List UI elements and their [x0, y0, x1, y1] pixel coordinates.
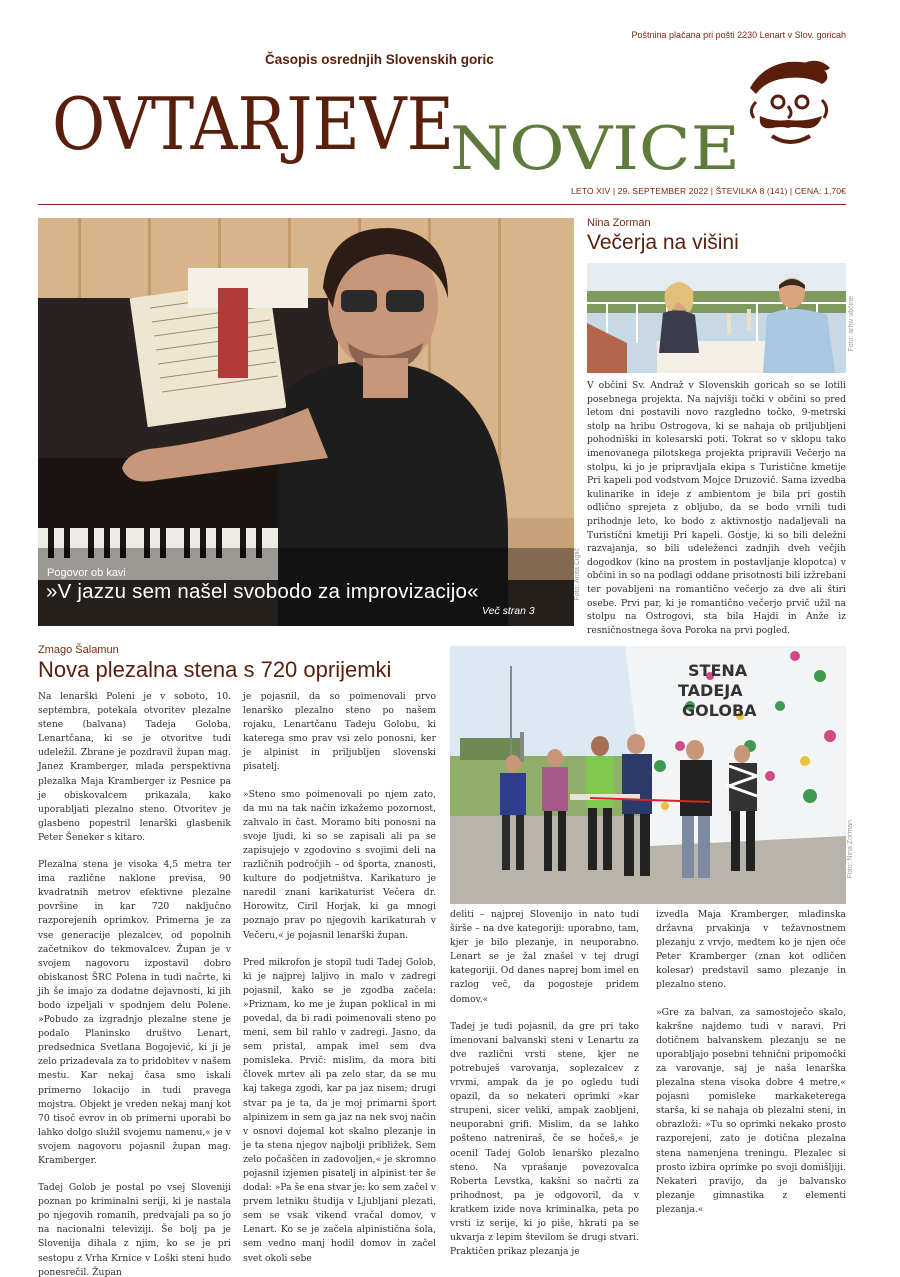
logo-ovtarjeve: OVTARJEVE — [52, 82, 454, 166]
climbing-column-1 — [38, 690, 231, 1277]
climbing-paragraph: »Steno smo poimenovali po njem zato, da mu na tak način izkažemo pozornost, zahvalo in čast. Moramo biti ponosni na svoje ljudi, ki so se zapisali ali pa se zapisujejo v zgodovino s svojimi deli na različnih področjih – od športa, znanosti, kulture do podjetništva. Karikaturo je naredil znani karikaturist Večera dr. Horowitz, Ciril Horjak, ki ga mnogi poznajo prav po njegovih karikaturah v Večeru,« je pojasnil lenarški župan. — [243, 788, 436, 941]
wall-sign-line-2: TADEJA — [678, 681, 743, 700]
climbing-paragraph: Pred mikrofon je stopil tudi Tadej Golob, ki je najprej laljivo in malo v zadregi pojasnil, kako se je zgodba začela: »Priznam, ko me je župan poklical in mi povedal, da bi radi poimenovali steno po meni, sem bil rahlo v zadregi. Jasno, da sem pristal, ampak imel sem dva pomisleka. Prvič: mislim, da mora biti človek mrtev ali pa zelo star, da se mu kaj takega zgodi, kar pa jaz nisem; drugi stvar pa je ta, da je moj primarni šport alpinizem in sem ga jaz na nek svoj način v osnovi dojemal kot skalno plezanje in je ta stena njegov najbolji približek. Sem zelo počaščen in zadovoljen,« je skromno pojasnil izjemen pisatelj in alpinist ter še dodal: »Pa še ena stvar je: ko sem začel v prvem letniku študija v Ljubljani plezati, sem se vsak vikend vračal domov, v Lenart. Ko se je začela alpinistična šola, sem vedno manj hodil domov in začel svet okoli sebe — [243, 956, 436, 1264]
dinner-title: Večerja na višini — [587, 231, 739, 254]
cover-more-link[interactable]: Več stran 3 — [482, 605, 535, 617]
wall-sign-line-1: STENA — [688, 661, 748, 680]
postage-note: Poštnina plačana pri pošti 2230 Lenart v Slov. goricah — [631, 30, 846, 40]
dinner-photo-credit: Foto: arhiv občine — [848, 296, 855, 352]
wall-sign-line-3: GOLOBA — [682, 701, 757, 720]
climbing-column-2 — [243, 690, 436, 1266]
cover-photo-credit: Foto: Anita Ciglič — [574, 548, 581, 601]
climbing-paragraph: izvedla Maja Kramberger, mladinska državna prvakinja v težavnostnem plezanju z vrvjo, medtem ko je njen oče Peter Kramberger (znan kot odličen kolesar) predstavil samo plezanje in plezalno steno. — [656, 909, 846, 991]
climbing-paragraph: deliti – najprej Slovenijo in nato tudi širše – na dve kategoriji: uporabno, tam, kjer je bilo plezanje, in neuporabno. Lenart se je žal znašel v tej drugi kategoriji. Od danes naprej bom imel en razlog več, da pogosteje pridem domov.« — [450, 909, 639, 1005]
climbing-photo-credit: Foto: Nina Zorman — [847, 820, 854, 879]
dinner-photo — [587, 263, 846, 373]
cover-headline[interactable]: »V jazzu sem našel svobodo za improvizacijo« — [46, 580, 479, 603]
climbing-author: Zmago Šalamun — [38, 644, 119, 656]
climbing-photo — [450, 646, 846, 904]
climbing-column-3 — [450, 908, 639, 1259]
mascot-caricature-icon — [742, 58, 834, 153]
cover-kicker: Pogovor ob kavi — [47, 567, 126, 579]
climbing-paragraph: Tadej je tudi pojasnil, da gre pri tako imenovani balvanski steni v Lenartu za dve različni vrsti stene, kjer ne potrebuješ varovanja, soplezalcev z vrvmi, ampak da je po ogledu tudi opazil, da so nekateri oprimki »kar strupeni, sicer veliki, ampak zaobljeni, neuporabni grifi. Mislim, da se lahko pošteno natreniraš, če se hočeš,« je ocenil Tadej Golob lenarško plezalno steno. Na vprašanje povezovalca Roberta Levstka, kakšni so načrti za prihodnost, pa je odgovoril, da v kratkem izide nova kriminalka, peta po vrsti iz serije, ki jo piše, hkrati pa se ukvarja z lepim številom še drugi stvari. Praktičen prikaz plezanja je — [450, 1020, 639, 1258]
dinner-body-paragraph: V občini Sv. Andraž v Slovenskih goricah so se lotili posebnega projekta. Na najvišji točki v občini so pred letom dni postavili novo razgledno točko, 9-metrski stolp na hribu Ostrogova, ki se nahaja ob priljubljeni pohodniški in kolesarski poti. Tokrat so v sklopu tako imenovanega pilotskega projekta pripravili Večerjo na stolpu, ki jo je pripravljala ekipa s Turistične kmetije Pri kapeli pod vodstvom Mojce Druzovič. Sama izvedba kulinarike in ideje z ambientom je bila pri gostih odlično sprejeta z obljubo, da se bodo vrnili tudi prihodnje leto, ko bodo z aktivnostjo nadaljevali na Turistični kmetiji Pri kapeli. Gostje, ki so bili deležni razvajanja, so bili udeleženci zadnjih dveh večjih dogodkov (kino na prostem in postavljanje klopotca) v občini in so na podlagi oddane prisotnosti bili izžrebani ter povabljeni na romantično večerjo za dve ali štiri osebe. Prvi par, ki je romantično večerjo prvič užil na stolpu na Ostrogovi, sta bila Hajdi in Anže iz resničnostnega šova Poroka na prvi pogled. — [587, 380, 846, 636]
dinner-author: Nina Zorman — [587, 217, 651, 229]
issue-line: LETO XIV | 29. SEPTEMBER 2022 | ŠTEVILKA 8 (141) | CENA: 1,70€ — [571, 186, 846, 196]
climbing-paragraph: Na lenarški Poleni je v soboto, 10. septembra, potekala otvoritev plezalne stene (balvana) Tadeja Goloba, Lenartčana, ki se je otvoritve tudi udeležil. Zbrane je pozdravil župan mag. Janez Kramberger, mlada perspektivna plezalka Maja Kramberger iz Pesnice pa je obiskovalcem prikazala, kako uporabljati plezalno steno. Otvoritev je glasbeno popestril lenarški glasbenik Peter Šeneker s kitaro. — [38, 691, 231, 843]
dinner-body — [587, 379, 846, 637]
climbing-paragraph: Tadej Golob je postal po vsej Sloveniji poznan po kriminalni seriji, ki je nastala po njegovih romanih, predvajali pa so jo na nacionalni televiziji. Še bolj pa je Slovenija dihala z njim, ko se je pri sestopu z Vrha Krnice v Loški steni hudo ponesrečil. Župan — [38, 1182, 231, 1277]
climbing-paragraph: je pojasnil, da so poimenovali prvo lenarško plezalno steno po našem rojaku, Lenartčanu Tadeju Golobu, ki katerega smo prav vsi zelo ponosni, ker je alpinist in priljubljen slovenski pisatelj. — [243, 691, 436, 773]
tagline: Časopis osrednjih Slovenskih goric — [265, 52, 494, 67]
cover-photo — [38, 218, 574, 626]
logo-novice: NOVICE — [450, 114, 740, 184]
climbing-paragraph: Plezalna stena je visoka 4,5 metra ter ima različne naklone previsa, 90 kvadratnih metrov efektivne plezalne površine in kar 720 naključno razporejenih oprimkov. Primerna je za vse generacije plezalcev, od popolnih začetnikov do tekmovalcev. Župan je v svojem nagovoru izpostavil dobro obiskanost ŠRC Polena in tudi načrte, ki jih še imajo za dodatne dejavnosti, ki jih bodo izpeljali v spodnjem delu Polene. »Pobudo za izgradnjo plezalne stene je podalo Planinsko društvo Lenart, predsednica Svetlana Bogojević, ki ji je zelo prizadevala za to pridobitev v našem mestu. Kar nekaj časa smo iskali primerno lokacijo in tudi pravega mojstra. Objekt je vreden nekaj manj kot 70 tisoč evrov in ob primerni uporabi bo lahko dolgo služil svojemu namenu,« je v svojem nagovoru pojasnil župan mag. Kramberger. — [38, 859, 231, 1166]
masthead-divider — [38, 204, 846, 205]
climbing-column-4 — [656, 908, 846, 1217]
climbing-paragraph: »Gre za balvan, za samostoječo skalo, kakršne najdemo tudi v naravi. Pri dotičnem balvanskem plezanju se ne uporabljajo posebni tehnični pripomočki za varovanje, saj je naša lenarška plezalna stena visoka dobre 4 metre,« pojasni pomisleke markaketerega starša, ki se nahaja ob plezalni steni, in obrazloži: »Tu so oprimki nekako prosto razporejeni, zato je dotična plezalna stena namenjena treningu. Plezalec si prosto izbira oprimke po svoji domišljiji. Nekateri pravijo, da je balvansko plezanje gimnastika z elementi plezanja.« — [656, 1006, 846, 1215]
climbing-title: Nova plezalna stena s 720 oprijemki — [38, 657, 392, 682]
